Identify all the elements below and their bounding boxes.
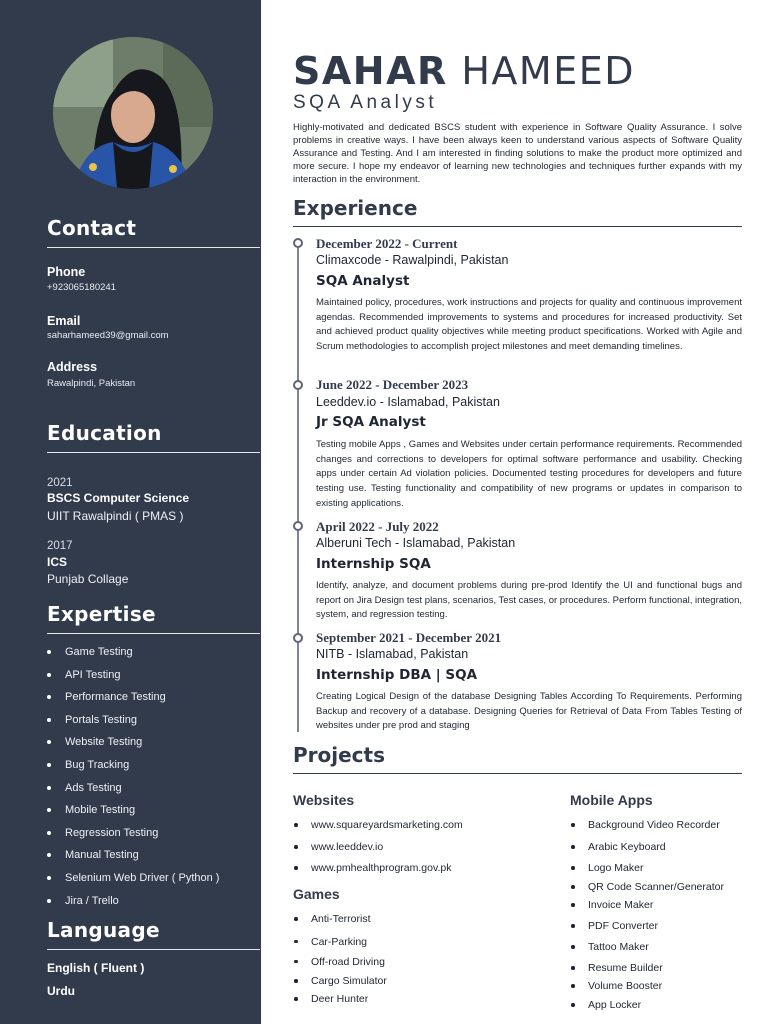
experience-divider: [293, 226, 742, 227]
timeline-line: [297, 244, 299, 732]
job-role: Internship SQA: [316, 556, 431, 572]
expertise-item-label: Regression Testing: [65, 826, 159, 839]
job-company: NITB - Islamabad, Pakistan: [316, 647, 469, 661]
email-value[interactable]: saharhameed39@gmail.com: [47, 330, 169, 341]
expertise-item: [47, 803, 219, 826]
language-heading: Language: [47, 918, 160, 942]
expertise-item: [47, 781, 219, 804]
bullet-icon: [47, 718, 51, 722]
bullet-icon: [294, 979, 298, 983]
bullet-icon: [47, 786, 51, 790]
expertise-item-label: API Testing: [65, 668, 121, 681]
last-name: HAMEED: [461, 49, 635, 93]
mobile-app-label: Arabic Keyboard: [588, 841, 666, 853]
mobile-apps-list: [570, 818, 724, 1016]
website-link[interactable]: www.squareyardsmarketing.com: [311, 819, 463, 831]
bullet-icon: [571, 903, 575, 907]
bullet-icon: [47, 650, 51, 654]
profile-photo: [53, 37, 213, 189]
job-date: September 2021 - December 2021: [316, 630, 502, 645]
mobile-app-item: [570, 919, 724, 940]
contact-heading: Contact: [47, 216, 137, 240]
phone-label: Phone: [47, 265, 86, 279]
profile-summary: Highly-motivated and dedicated BSCS student with experience in Software Quality Assurance. I solve problems in creative ways. I have been always keen to understand various aspects of Software Quality Assurance and Testing. And I am interested in finding solutions to make the product more optimized and more secure. I hope my endeavor of learning new technologies and techniques further expands with my interaction in the environment.: [293, 122, 742, 185]
bullet-icon: [47, 853, 51, 857]
education-divider: [47, 452, 260, 453]
expertise-item: [47, 713, 219, 736]
job-date: June 2022 - December 2023: [316, 377, 469, 392]
expertise-item: [47, 848, 219, 871]
mobile-app-label: Logo Maker: [588, 862, 644, 874]
bullet-icon: [47, 808, 51, 812]
sidebar: [0, 0, 261, 1024]
expertise-item: [47, 690, 219, 713]
job-title: SQA Analyst: [293, 92, 438, 113]
game-item-label: Anti-Terrorist: [311, 913, 371, 925]
education-year: 2017: [47, 540, 73, 552]
expertise-item-label: Jira / Trello: [65, 894, 119, 907]
job-company: Alberuni Tech - Islamabad, Pakistan: [316, 536, 516, 550]
expertise-item-label: Manual Testing: [65, 849, 139, 862]
expertise-heading: Expertise: [47, 602, 156, 626]
expertise-divider: [47, 633, 260, 634]
education-heading: Education: [47, 421, 162, 445]
education-year: 2021: [47, 477, 73, 489]
game-item: [293, 912, 387, 935]
address-label: Address: [47, 360, 98, 374]
mobile-app-item: [570, 898, 724, 919]
bullet-icon: [47, 831, 51, 835]
timeline-node-icon: [293, 238, 303, 248]
game-item: [293, 992, 387, 1010]
bullet-icon: [571, 966, 575, 970]
websites-heading: Websites: [293, 792, 355, 808]
job-role: Internship DBA | SQA: [316, 667, 478, 683]
projects-heading: Projects: [293, 743, 386, 767]
game-item-label: Car-Parking: [311, 935, 368, 948]
job-description: Maintained policy, procedures, work instructions and projects for quality and continuous improvement agendas. Recommended improvements to systems and procedures for increased productivity. Set and achieved product quality objectives while meeting product specifications. Worked with Agile and Scrum methodologies to accomplish project milestones and meet demanding timelines.: [316, 297, 742, 353]
expertise-item-label: Performance Testing: [65, 691, 166, 704]
bullet-icon: [294, 917, 298, 921]
address-value: Rawalpindi, Pakistan: [47, 378, 136, 389]
expertise-item-label: Game Testing: [65, 646, 133, 658]
bullet-icon: [294, 997, 298, 1001]
game-item-label: Cargo Simulator: [311, 975, 387, 987]
job-date: April 2022 - July 2022: [316, 519, 439, 534]
expertise-list: [47, 645, 219, 916]
games-list: [293, 912, 387, 1010]
mobile-app-item: [570, 940, 724, 961]
mobile-app-item: [570, 840, 724, 861]
expertise-item-label: Website Testing: [65, 736, 143, 749]
bullet-icon: [47, 899, 51, 903]
bullet-icon: [294, 845, 298, 849]
experience-heading: Experience: [293, 196, 418, 220]
bullet-icon: [571, 885, 575, 889]
education-degree: ICS: [47, 555, 68, 569]
bullet-icon: [47, 695, 51, 699]
game-item-label: Off-road Driving: [311, 955, 385, 968]
mobile-app-label: Tattoo Maker: [588, 941, 649, 953]
expertise-item: [47, 871, 219, 894]
bullet-icon: [571, 823, 575, 827]
mobile-app-item: [570, 961, 724, 979]
education-degree: BSCS Computer Science: [47, 491, 190, 505]
first-name: SAHAR: [293, 49, 448, 93]
job-description: Testing mobile Apps , Games and Websites under certain performance requirements. Recommended changes and corrections to developers for optimal software performance and usability. Checking apps under certain Ad violation policies. Documented testing procedures for developers and future testing use. Testing functionality and compatibility of new programs or updates in comparison to existing applications.: [316, 439, 742, 509]
bullet-icon: [294, 960, 298, 964]
mobile-app-label: Resume Builder: [588, 962, 663, 974]
mobile-app-item: [570, 818, 724, 840]
website-link[interactable]: www.pmhealthprogram.gov.pk: [311, 862, 452, 874]
mobile-apps-heading: Mobile Apps: [570, 792, 653, 808]
games-heading: Games: [293, 886, 340, 902]
education-school: Punjab Collage: [47, 572, 129, 586]
timeline-node-icon: [293, 521, 303, 531]
bullet-icon: [47, 763, 51, 767]
timeline-node-icon: [293, 380, 303, 390]
mobile-app-label: App Locker: [588, 999, 642, 1011]
website-item: [293, 840, 463, 861]
bullet-icon: [294, 940, 298, 944]
game-item-label: Deer Hunter: [311, 993, 369, 1005]
game-item: [293, 955, 387, 975]
job-role: SQA Analyst: [316, 273, 410, 289]
job-company: Leeddev.io - Islamabad, Pakistan: [316, 395, 500, 409]
mobile-app-item: [570, 998, 724, 1016]
expertise-item: [47, 894, 219, 917]
job-role: Jr SQA Analyst: [316, 414, 426, 430]
mobile-app-item: [570, 979, 724, 998]
expertise-item: [47, 826, 219, 849]
mobile-app-item: [570, 880, 724, 898]
bullet-icon: [571, 1003, 575, 1007]
expertise-item-label: Ads Testing: [65, 781, 122, 794]
website-item: [293, 861, 463, 882]
bullet-icon: [571, 945, 575, 949]
bullet-icon: [47, 673, 51, 677]
job-company: Climaxcode - Rawalpindi, Pakistan: [316, 253, 509, 267]
bullet-icon: [571, 845, 575, 849]
timeline-node-icon: [293, 633, 303, 643]
expertise-item-label: Portals Testing: [65, 713, 137, 726]
expertise-item: [47, 735, 219, 758]
language-item: English ( Fluent ): [47, 961, 145, 975]
mobile-app-label: Background Video Recorder: [588, 819, 720, 831]
bullet-icon: [47, 740, 51, 744]
bullet-icon: [571, 866, 575, 870]
job-date: December 2022 - Current: [316, 236, 458, 251]
mobile-app-item: [570, 861, 724, 880]
bullet-icon: [294, 866, 298, 870]
profile-photo-image: [53, 37, 213, 189]
game-item: [293, 974, 387, 992]
job-description: Identify, analyze, and document problems during pre-prod Identify the UI and functional bugs and report on Jira Design test plans, scenarios, Test cases, or procedures. Perform functional, integration, system, and regression testing.: [316, 580, 742, 621]
mobile-app-label: Volume Booster: [588, 980, 663, 992]
phone-value[interactable]: +923065180241: [47, 282, 116, 293]
candidate-name: [293, 48, 635, 94]
expertise-item: [47, 758, 219, 781]
education-school: UIIT Rawalpindi ( PMAS ): [47, 509, 184, 523]
expertise-item-label: Selenium Web Driver ( Python ): [65, 871, 220, 884]
bullet-icon: [294, 823, 298, 827]
bullet-icon: [47, 876, 51, 880]
bullet-icon: [571, 984, 575, 988]
projects-divider: [293, 773, 742, 774]
game-item: [293, 935, 387, 955]
website-link[interactable]: www.leeddev.io: [311, 841, 384, 853]
website-item: [293, 818, 463, 840]
contact-divider: [47, 247, 260, 248]
language-divider: [47, 949, 260, 950]
email-label: Email: [47, 314, 81, 328]
mobile-app-label: QR Code Scanner/Generator: [588, 881, 724, 893]
mobile-app-label: PDF Converter: [588, 920, 659, 932]
expertise-item: [47, 645, 219, 668]
expertise-item: [47, 668, 219, 691]
mobile-app-label: Invoice Maker: [588, 899, 654, 911]
expertise-item-label: Bug Tracking: [65, 758, 130, 771]
job-description: Creating Logical Design of the database Designing Tables According To Requirements. Performing Backup and recovery of a database. Designing Queries for Retrieval of Data From Tables Testing of websites under pre prod and staging: [316, 691, 742, 732]
bullet-icon: [571, 924, 575, 928]
websites-list: [293, 818, 463, 882]
language-item: Urdu: [47, 984, 75, 998]
expertise-item-label: Mobile Testing: [65, 804, 136, 817]
